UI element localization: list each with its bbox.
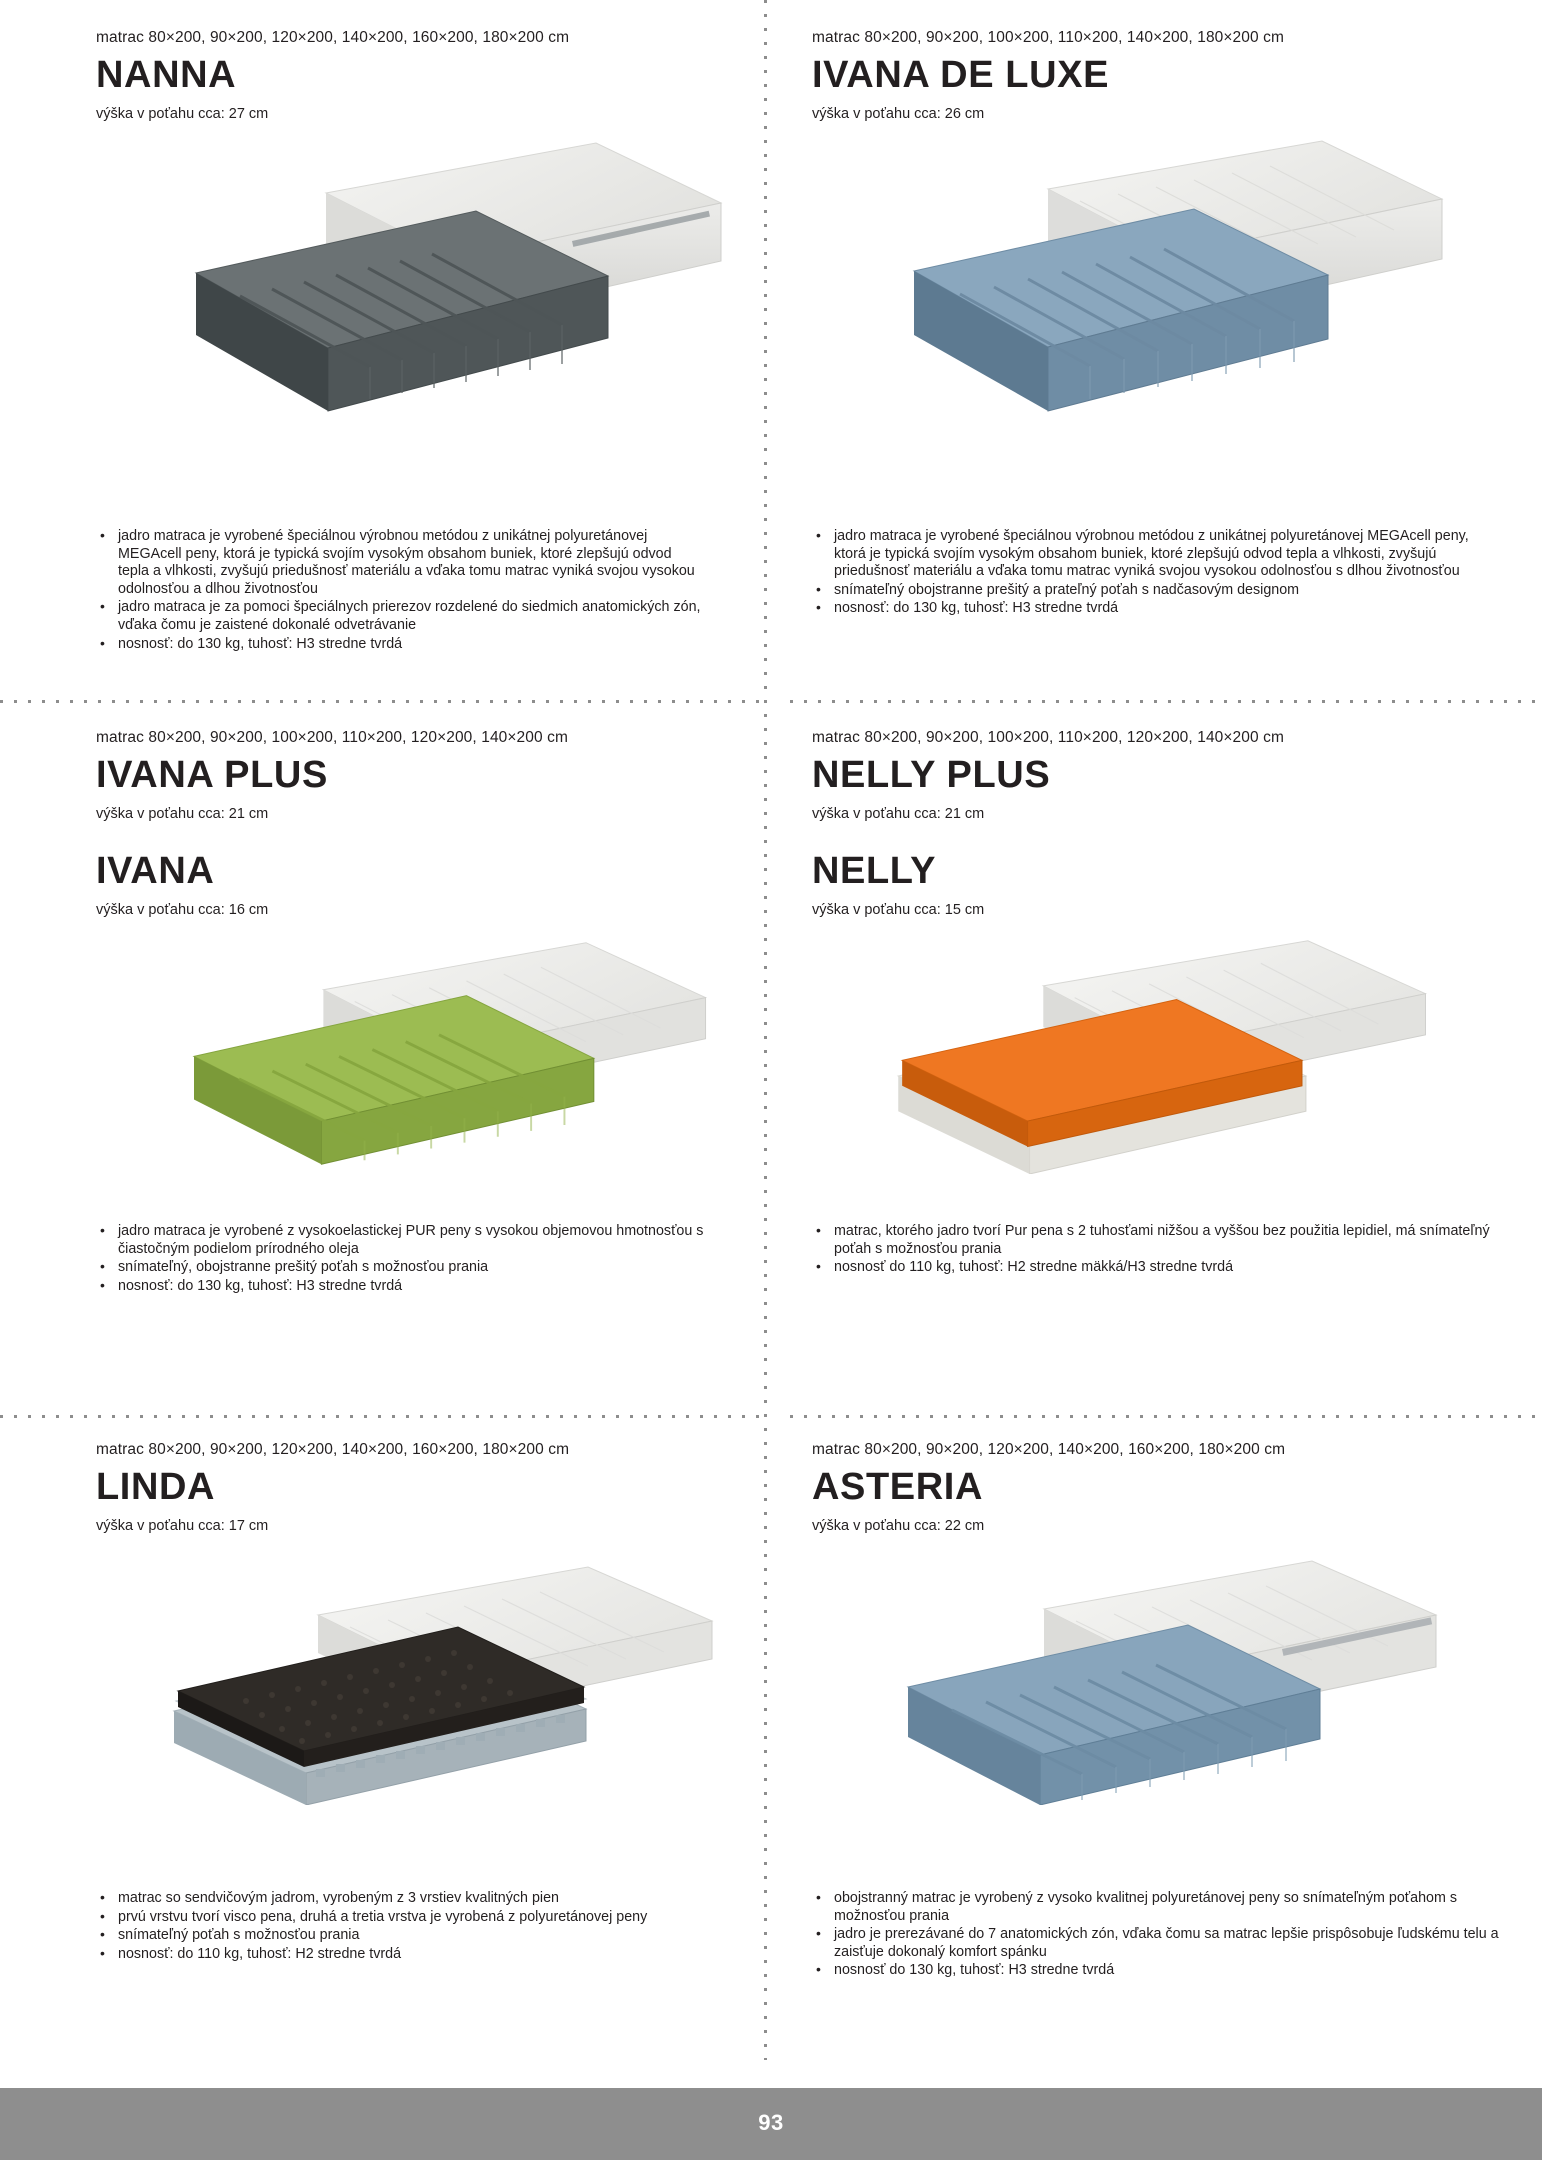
list-item: • nosnosť: do 110 kg, tuhosť: H2 stredne tvrdá — [96, 1946, 704, 1964]
product-image-nelly-plus — [812, 929, 1472, 1174]
product-image-ivana-plus — [96, 929, 668, 1174]
list-item: • obojstranný matrac je vyrobený z vysoko kvalitnej polyuretánovej peny so snímateľným poťahom s možnosťou prania — [812, 1890, 1502, 1925]
product-title: IVANA PLUS — [96, 754, 328, 796]
product-card-nanna — [0, 28, 764, 700]
product-image-linda — [96, 1545, 668, 1805]
product-card-ivana-plus — [0, 728, 764, 1415]
mattress-illustration — [812, 929, 1452, 1174]
mattress-illustration — [812, 133, 1452, 433]
product-features-list — [96, 1890, 704, 1963]
product-title: LINDA — [96, 1466, 216, 1508]
product-title: NELLY PLUS — [812, 754, 1051, 796]
mattress-illustration — [812, 1545, 1452, 1805]
list-item: • nosnosť do 130 kg, tuhosť: H3 stredne tvrdá — [812, 1962, 1502, 1980]
product-features-list — [96, 1223, 704, 1295]
list-item: • nosnosť: do 130 kg, tuhosť: H3 stredne tvrdá — [96, 636, 704, 654]
list-item: • jadro matraca je vyrobené z vysokoelastickej PUR peny s vysokou objemovou hmotnosťou s čiastočným podielom prírodného oleja — [96, 1223, 704, 1258]
product-sizes: matrac 80×200, 90×200, 100×200, 110×200, 120×200, 140×200 cm — [96, 729, 568, 746]
mattress-illustration — [96, 133, 736, 433]
horizontal-dotted-divider-right-1 — [790, 700, 1542, 703]
product-features-list — [812, 1890, 1502, 1980]
list-item: • snímateľný obojstranne prešitý a prateľný poťah s nadčasovým designom — [812, 582, 1502, 600]
list-item: • jadro je prerezávané do 7 anatomických zón, vďaka čomu sa matrac lepšie prispôsobuje ľudskému telu a zaisťuje dokonalý komfort spánku — [812, 1926, 1502, 1961]
vertical-dotted-divider — [764, 0, 767, 2060]
list-item: • jadro matraca je vyrobené špeciálnou výrobnou metódou z unikátnej polyuretánovej MEGAcell peny, ktorá je typická svojím vysokým obsahom buniek, ktoré zlepšujú odvod tepla a vlhkosti, zvyšujú priedušnosť materiálu a vďaka tomu matrac vyniká svojou vysokou odolnosťou a dlhou životnosťou — [96, 528, 704, 598]
product-features-list — [96, 528, 704, 653]
product-image-nanna — [96, 133, 668, 433]
product-sizes: matrac 80×200, 90×200, 100×200, 110×200, 140×200, 180×200 cm — [812, 29, 1284, 46]
mattress-illustration — [96, 1545, 736, 1805]
list-item: • prvú vrstvu tvorí visco pena, druhá a tretia vrstva je vyrobená z polyuretánovej peny — [96, 1909, 704, 1927]
product-height: výška v poťahu cca: 21 cm — [812, 806, 985, 822]
list-item: • snímateľný poťah s možnosťou prania — [96, 1927, 704, 1945]
horizontal-dotted-divider-right-2 — [790, 1415, 1542, 1418]
product-card-linda — [0, 1440, 764, 2060]
product-height: výška v poťahu cca: 27 cm — [96, 106, 269, 122]
product-title-secondary: NELLY — [812, 850, 937, 892]
list-item: • nosnosť do 110 kg, tuhosť: H2 stredne mäkká/H3 stredne tvrdá — [812, 1259, 1502, 1277]
product-height-secondary: výška v poťahu cca: 16 cm — [96, 902, 269, 918]
list-item: • snímateľný, obojstranne prešitý poťah s možnosťou prania — [96, 1259, 704, 1277]
product-card-asteria — [790, 1440, 1542, 2060]
list-item: • jadro matraca je vyrobené špeciálnou výrobnou metódou z unikátnej polyuretánovej MEGAcell peny, ktorá je typická svojím vysokým obsahom buniek, ktoré zlepšujú odvod tepla a vlhkosti, zvyšujú priedušnosť materiálu a vďaka tomu matrac vyniká svojou vysokou odolnosťou s dlhou životnosťou — [812, 528, 1502, 581]
product-sizes: matrac 80×200, 90×200, 120×200, 140×200, 160×200, 180×200 cm — [812, 1441, 1286, 1458]
product-card-ivana-de-luxe — [790, 28, 1542, 700]
list-item: • jadro matraca je za pomoci špeciálnych prierezov rozdelené do siedmich anatomických zón, vďaka čomu je zaistené dokonalé odvetrávanie — [96, 599, 704, 634]
page-number: 93 — [758, 2110, 784, 2135]
product-title: NANNA — [96, 54, 237, 96]
horizontal-dotted-divider-left-1 — [0, 700, 764, 703]
product-card-nelly-plus — [790, 728, 1542, 1415]
list-item: • matrac, ktorého jadro tvorí Pur pena s 2 tuhosťami nižšou a vyššou bez použitia lepidiel, má snímateľný poťah s možnosťou prania — [812, 1223, 1502, 1258]
product-height: výška v poťahu cca: 26 cm — [812, 106, 985, 122]
product-features-list — [812, 1223, 1502, 1277]
product-title-secondary: IVANA — [96, 850, 215, 892]
product-sizes: matrac 80×200, 90×200, 100×200, 110×200, 120×200, 140×200 cm — [812, 729, 1284, 746]
product-height: výška v poťahu cca: 17 cm — [96, 1518, 269, 1534]
product-height: výška v poťahu cca: 21 cm — [96, 806, 269, 822]
horizontal-dotted-divider-left-2 — [0, 1415, 764, 1418]
mattress-illustration — [96, 929, 736, 1174]
product-sizes: matrac 80×200, 90×200, 120×200, 140×200, 160×200, 180×200 cm — [96, 29, 570, 46]
list-item: • matrac so sendvičovým jadrom, vyrobeným z 3 vrstiev kvalitných pien — [96, 1890, 704, 1908]
product-image-ivana-de-luxe — [812, 133, 1472, 433]
product-height-secondary: výška v poťahu cca: 15 cm — [812, 902, 985, 918]
product-features-list — [812, 528, 1502, 618]
list-item: • nosnosť: do 130 kg, tuhosť: H3 stredne tvrdá — [96, 1278, 704, 1296]
product-title: ASTERIA — [812, 1466, 983, 1508]
product-height: výška v poťahu cca: 22 cm — [812, 1518, 985, 1534]
product-sizes: matrac 80×200, 90×200, 120×200, 140×200, 160×200, 180×200 cm — [96, 1441, 570, 1458]
product-title: IVANA DE LUXE — [812, 54, 1110, 96]
product-image-asteria — [812, 1545, 1472, 1805]
list-item: • nosnosť: do 130 kg, tuhosť: H3 stredne tvrdá — [812, 600, 1502, 618]
